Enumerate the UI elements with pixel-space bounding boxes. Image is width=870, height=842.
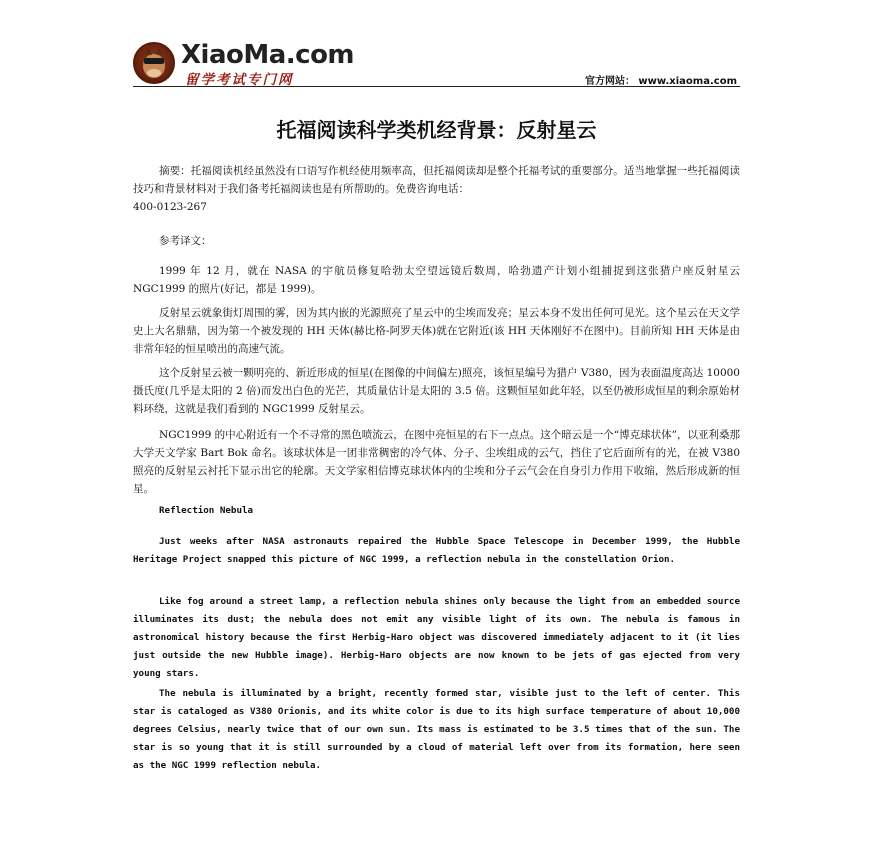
logo-tagline: 留学考试专门网 xyxy=(185,72,294,88)
en-paragraph-3: The nebula is illuminated by a bright, recently formed star, visible just to the left of center. This star is cataloged as V380 Orionis, and its white color is due to its high surface temperature of about 10,000 degrees Celsius, nearly twice that of our own sun. Its mass is estimated to be 3.5 times that of the sun. The star is so young that it is still surrounded by a cloud of material left over from its formation, here seen as the NGC 1999 reflection nebula. xyxy=(133,688,740,771)
en-paragraph-1: Just weeks after NASA astronauts repaired the Hubble Space Telescope in December 1999, the Hubble Heritage Project snapped this picture of NGC 1999, a reflection nebula in the constellation Orion. xyxy=(133,536,740,565)
official-site-label[interactable]: 官方网站： www.xiaoma.com xyxy=(584,76,737,87)
document-title: 托福阅读科学类机经背景：反射星云 xyxy=(276,118,597,142)
en-paragraph-2: Like fog around a street lamp, a reflection nebula shines only because the light from an embedded source illuminates its dust; the nebula does not emit any visible light of its own. The nebula is famous in astronomical history because the first Herbig-Haro object was discovered immediately adjacent to it (it lies just outside the new Hubble image). Herbig-Haro objects are now known to be jets of gas ejected from very young stars. xyxy=(133,596,740,679)
english-section-heading: Reflection Nebula xyxy=(159,505,254,516)
logo-brand: XiaoMa.com xyxy=(181,40,355,70)
cn-paragraph-4: NGC1999 的中心附近有一个不寻常的黑色喷流云，在图中亮恒星的右下一点点。这个暗云是一个“博克球状体”，以亚利桑那大学天文学家 Bart Bok 命名。该球状体是一团非常稠密的冷气体、分子、尘埃组成的云气，挡住了它后面所有的光，在被 V380 照亮的反射星云衬托下显示出它的轮廓。天文学家相信博克球状体内的尘埃和分子云气会在自身引力作用下收缩，然后形成新的恒星。 xyxy=(133,429,740,495)
phone-number: 400-0123-267 xyxy=(133,201,207,213)
cn-paragraph-3: 这个反射星云被一颗明亮的、新近形成的恒星(在图像的中间偏左)照亮，该恒星编号为猎户 V380，因为表面温度高达 10000 摄氏度(几乎是太阳的 2 倍)而发出白色的光芒，其质量估计是太阳的 3.5 倍。这颗恒星如此年轻，以至仍被形成恒星的剩余原始材料环绕，这就是我们看到的 NGC1999 反射星云。 xyxy=(133,367,740,415)
abstract-paragraph: 摘要：托福阅读机经虽然没有口语写作机经使用频率高，但托福阅读却是整个托福考试的重要部分。适当地掌握一些托福阅读技巧和背景材料对于我们备考托福阅读也是有所帮助的。免费咨询电话： xyxy=(133,165,740,195)
cn-paragraph-2: 反射星云就象街灯周围的雾，因为其内嵌的光源照亮了星云中的尘埃而发亮；星云本身不发出任何可见光。这个星云在天文学史上大名鼎鼎，因为第一个被发现的 HH 天体(赫比格-阿罗天体)就在它附近(该 HH 天体刚好不在图中)。目前所知 HH 天体是由非常年轻的恒星喷出的高速气流。 xyxy=(133,307,740,355)
xiaoma-logo[interactable] xyxy=(133,42,383,86)
header-divider xyxy=(133,86,740,87)
reference-translation-label: 参考译文： xyxy=(159,235,212,247)
horse-mascot-icon xyxy=(133,42,175,84)
cn-paragraph-1: 1999 年 12 月，就在 NASA 的宇航员修复哈勃太空望远镜后数周，哈勃遗产计划小组捕捉到这张猎户座反射星云 NGC1999 的照片(好记，都是 1999)。 xyxy=(133,265,740,295)
